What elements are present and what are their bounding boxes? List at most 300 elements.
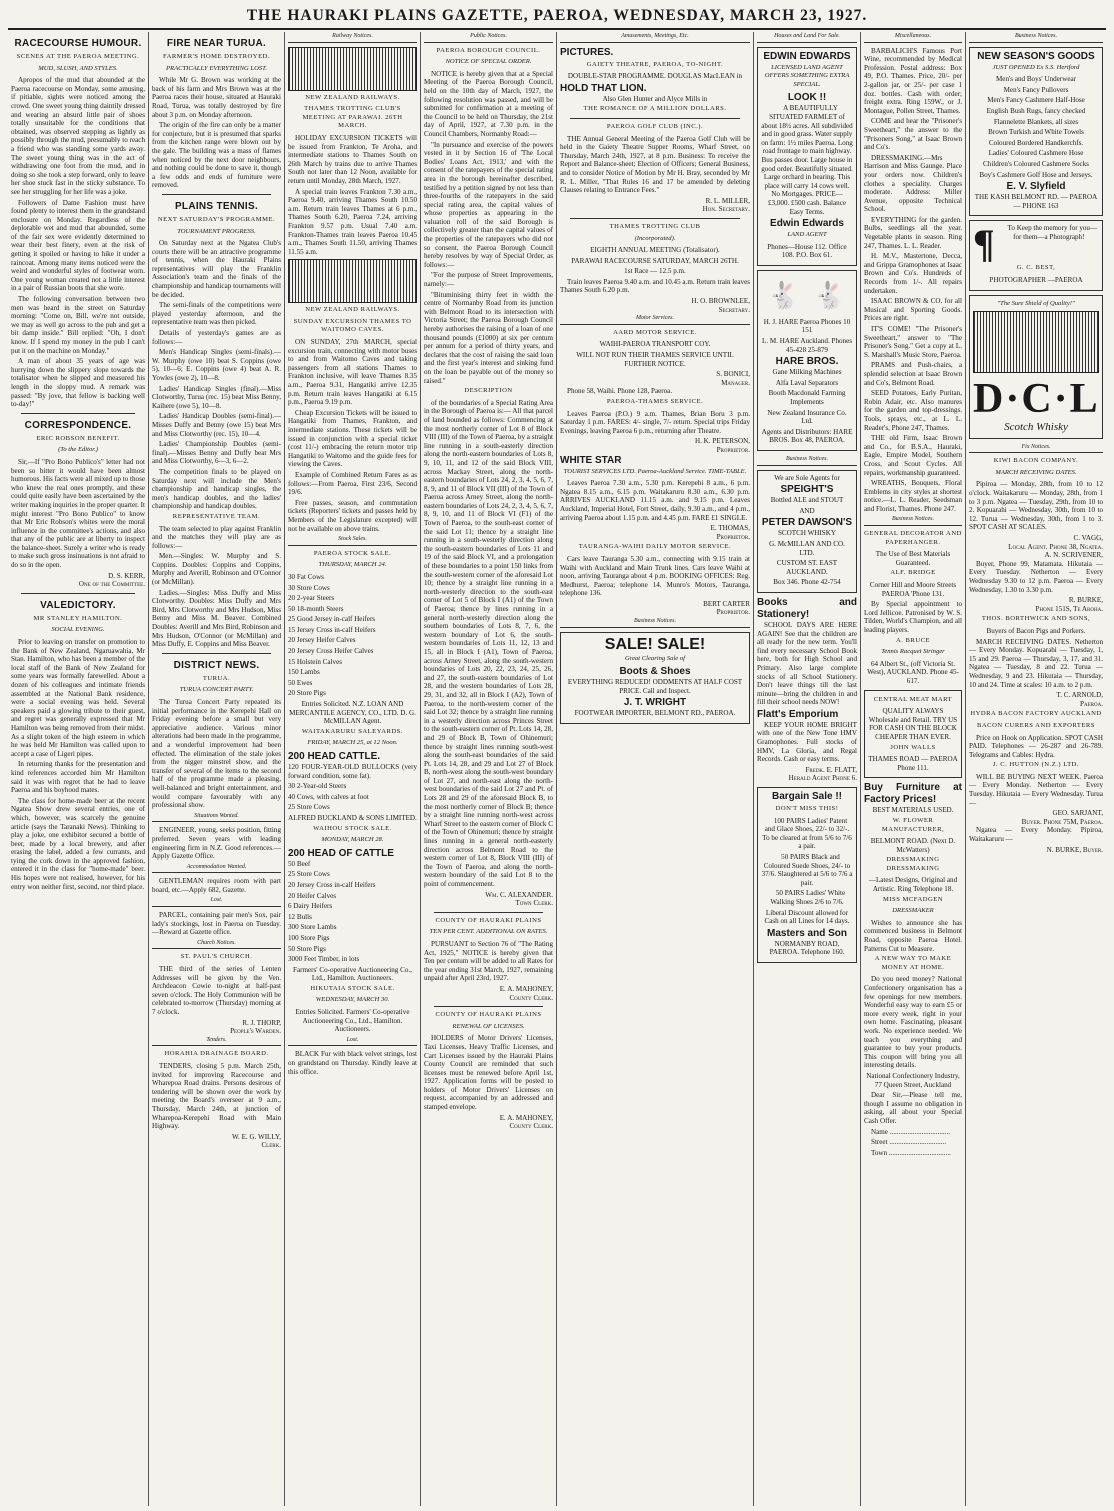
notice-title: AARD MOTOR SERVICE. <box>613 328 697 336</box>
paragraph: DOUBLE-STAR PROGRAMME. DOUGLAS MacLEAN in <box>567 72 743 81</box>
paragraph: The team selected to play against Franklin and the matches they will play are as follows:— <box>152 524 281 550</box>
paragraph: National Confectionery Industry, 77 Queen Street, Auckland <box>866 1071 960 1089</box>
advertisement-box <box>560 632 750 724</box>
paragraph: Bottled ALE and STOUT <box>770 496 844 505</box>
article-subtitle: TURUA CONCERT PARTY. <box>179 686 254 694</box>
paragraph: Ladies.—Singles: Miss Duffy and Miss Clotworthy. Doubles: Miss Duffy and Mrs Bird, Mrs Clotworthy and Mrs Hudson, Miss Benny and Miss M. Beaver. Combined Doubles: Averill and Mrs Bird, Robinson and Mrs Hudson, O'Connor (or McMillan) and Miss Duffy, E. Coppins and Miss Beaver. <box>152 588 281 649</box>
ad-title: HARE BROS. <box>775 356 839 368</box>
classified-ad: BLACK Fur with black velvet strings, lost on grandstand on Thursday. Kindly leave at this office. <box>288 1050 417 1076</box>
paragraph: 1st Race — 12.5 p.m. <box>624 267 686 276</box>
article-subtitle: NEXT SATURDAY'S PROGRAMME. <box>157 215 276 223</box>
advertisement-box <box>969 220 1103 290</box>
signature: D. S. KERR, <box>108 571 145 580</box>
paragraph: The Use of Best Materials Guaranteed. <box>875 550 951 567</box>
paragraph: "For the purpose of Street Improvements, namely:— <box>424 271 553 289</box>
section-label: Church Notices. <box>152 939 281 950</box>
paragraph: SCHOOL DAYS ARE HERE AGAIN! See that the children are all ready for the new term. You'll find every necessary School Book here, both for High School and Primary. Also large complete stocks of all School Stationery. Don't leave things till the last minute—bring the children in and fill their school needs NOW! <box>757 620 857 707</box>
signature: GEO. SARJANT, <box>1052 809 1103 818</box>
list-item: 3000 Feet Timber, in lots <box>288 955 360 964</box>
paragraph: Details of yesterday's games are as follows:— <box>152 329 281 346</box>
column-7 <box>965 32 1106 1506</box>
ad-title: SPEIGHT'S <box>780 484 834 496</box>
list-item: Children's Coloured Cashmere Socks <box>983 159 1089 168</box>
paragraph: Cheap Excursion Tickets will be issued to Hangatiki from Thames, Frankton, and intermediate stations. These tickets will be issued in conjunction with a special ticket (cost 11/-) embracing the return motor trip Hangatiki to Waitomo and the guide fees for viewing the Caves. <box>288 408 417 469</box>
notice-subtitle: MARCH RECEIVING DATES. <box>995 468 1077 476</box>
ad-title: NEW SEASON'S GOODS <box>977 50 1095 62</box>
headline: 200 HEAD CATTLE. <box>288 751 381 762</box>
paragraph: Agents and Distributors: HARE BROS. Box 48, PAEROA. <box>761 427 853 445</box>
paragraph: FOOTWEAR IMPORTER, BELMONT RD., PAEROA. <box>574 709 736 718</box>
ad-title: Books and Stationery! <box>757 596 857 620</box>
paragraph: SCOTCH WHISKY <box>777 529 836 538</box>
notice-title: TAURANGA-WAIHI DAILY MOTOR SERVICE. <box>578 543 732 551</box>
paragraph: Wishes to announce she has commenced business in Belmont Road, opposite Paeroa Hotel. Patterns Cut to Measure. <box>864 918 962 953</box>
article-title: CORRESPONDENCE. <box>24 419 132 431</box>
article-subtitle: SCENES AT THE PAEROA MEETING. <box>16 53 140 60</box>
ad-title: SALE! SALE! <box>604 635 706 653</box>
signature: People's Warden. <box>230 1027 281 1036</box>
signature: E. A. MAHONEY, <box>499 1113 553 1122</box>
paragraph: 50 PAIRS Black and Coloured Suede Shoes, 24/- to 37/6. Slaughtered at 5/6 to 7/6 a pair. <box>761 853 853 887</box>
notice-title: WAIHOU STOCK SALE. <box>313 824 392 832</box>
advertisement-box <box>757 470 857 593</box>
signature: E. A. MAHONEY, <box>499 984 553 993</box>
classified-ad: ISAAC BROWN & CO. for all Musical and Sporting Goods. Prices are right. <box>864 297 962 323</box>
ad-subtitle: GAIETY THEATRE, PAEROA, TO-NIGHT. <box>586 60 724 68</box>
ad-subtitle: TOURIST SERVICES LTD. Paeroa-Auckland Service. TIME-TABLE. <box>563 467 747 475</box>
paragraph: Cars leave Tauranga 5.30 a.m., connecting with 9.15 train at Waihi with Auckland and Main Trunk lines. Cars leave Waihi at noon, arriving Tauranga about 4 p.m. BOOKING OFFICES: Reg. Medhurst, Paeroa; telephone 14. Munro's Motors, Tauranga, telephone 136. <box>560 554 750 598</box>
divider <box>21 413 135 414</box>
section-label: Business Notices. <box>969 32 1103 43</box>
signature: Herald Agent Phone 6. <box>788 774 857 783</box>
section-label: Public Notices. <box>424 32 553 43</box>
signature: Proprietor. <box>716 608 750 617</box>
classified-ad: ENGINEER, young, seeks position, fitting preferred. Seven years with leading engineering firm in N.Z. Good references.—Apply Gazette Office. <box>152 826 281 861</box>
column-3 <box>284 32 420 1506</box>
section-label: Fix Notices. <box>969 443 1103 454</box>
paragraph: Corner Hill and Moore Streets PAEROA 'Phone 131. <box>869 581 957 598</box>
notice-subtitle: BACON CURERS AND EXPORTERS <box>977 721 1095 729</box>
paragraph: Farmers' Co-operative Auctioneering Co., Ltd., Hamilton. Auctioneers. <box>293 965 412 983</box>
section-label: Railway Notices. <box>288 32 417 43</box>
paragraph: Men's Handicap Singles (semi-finals).—W. Murphy (owe 10) beat S. Coppins (owe 5), 10—6; E. Coppins (owe 4) beat A. R. Yowles (owe 2), 10—8. <box>152 348 281 382</box>
paragraph: THE third of the series of Lenten Addresses will be given by the Ven. Archdeacon Cowie to-night at half-past seven o'clock. The Holy Communion will be celebrated to-morrow (Thursday) morning at 7 o'clock. <box>152 965 281 1016</box>
train-illustration <box>288 259 417 303</box>
classified-ad: IT'S COME! "The Prisoner's Sweetheart," answer to "The Prisoner's Song." Get a copy at L. S. Marshall's Music Store, Paeroa. <box>864 325 962 359</box>
signature: R. BURKE, <box>1068 596 1103 605</box>
column-2 <box>148 32 284 1506</box>
ad-title: DRESSMAKING DRESSMAKING <box>886 856 940 872</box>
coupon-street-field[interactable]: Street ................................ <box>871 1138 947 1147</box>
rabbit-icon: 🐇 <box>813 280 847 310</box>
list-item: 15 Holstein Calves <box>288 657 342 666</box>
signature: Phone 151S, Te Aroha. <box>1035 604 1103 613</box>
paragraph: Ngatea — Every Monday. Pipiroa, Waitakaruru — <box>969 826 1103 844</box>
section-label: Lost. <box>288 1036 417 1047</box>
article-subtitle: SOCIAL EVENING. <box>51 626 105 634</box>
list-item: 50 Ewes <box>288 678 313 687</box>
advertisement-box <box>864 690 962 779</box>
signature: Wm. C. ALEXANDER. <box>485 890 553 899</box>
signature: N. BURKE, Buyer. <box>1046 845 1103 854</box>
signature: C. VAGG, <box>1073 534 1103 543</box>
paragraph: WILL NOT RUN THEIR THAMES SERVICE UNTIL FURTHER NOTICE. <box>576 351 734 368</box>
ad-title: PETER DAWSON'S <box>761 517 853 529</box>
paragraph: "Bituminising thirty feet in width the centre of Normanby Road from its junction with Belmont Road to its intersection with Victoria Street; the Paeroa Borough Council hereby authorises the raising of a loan of one thousand pounds (£1000) at six per centum per annum for a period of thirty years, and declares that the cost of raising the said loan and the first year's interest and sinking fund on the loan be payable out of the money so raised." <box>424 290 553 385</box>
divider <box>21 593 135 594</box>
list-item: 25 Good Jersey in-calf Heifers <box>288 615 376 624</box>
list-item: 40 Cows, with calves at foot <box>288 792 369 801</box>
article-subtitle: ERIC ROBSON BENEFIT. <box>36 434 120 442</box>
paragraph: of the boundaries of a Special Rating Area in the Borough of Paeroa is:— All that parcel of land bounded as follows: Commencing at the most northerly corner of Lot 8 of Block VIII (III) of the Town of Paeroa, by a straight line running in a south-easterly direction along the north-eastern boundaries of Lots 8, 9, 10, 11, and 12 of the said Block VIII, across Mackay Street, along the north-eastern boundaries of Lots 24, 2, 3, 4, 5, 6, 7, 8, 9, and 11 of Block VII (III) of the Town of Paeroa across Arney Street, along the north-eastern boundaries of Lots 24, 2, 3, 4, 5, 6, 7, 8, 9, 10, and 11 of Block VI (F1) of the Town of Paeroa, to the south-east corner of the said Lot 11; thence by a straight line running in a south-westerly direction along the south-eastern boundaries of Lots 11 and 19 of the said Block VI, and a prolongation of these boundaries to a point 150 links from the south-western corner of the aforesaid Lot 10; thence by a straight line running in a north-westerly direction to the south-east corner of Lot 5 of Block I (A1) of the Town of Paeroa; thence by lines running in a general north-westerly direction along the southern boundaries of Lots 8, 7, 6, the western boundary of Lot 6, the south-western boundaries of Lots 11, 12, 13 and 15, all in Block I (A1), Town of Paeroa, across Arney Street, along the south-western boundaries of Lots 20, 22, 23, 24, 25, 26, and 27, the south-eastern boundaries of Lot 28, and the western boundaries of Lots 28, 29, 31, and 32, all in Block I (A2), Town of Paeroa, to the north-western corner of the said Lot 32; thence by a straight line running in a westerly direction across Princes Street to the south-eastern corner of Pt. Lots 14, 28, and 29 of Block B, Town of Ohinemuri; thence by straight lines running south-west along the south-east boundaries of the said Pt. Lots 14, 28, and 29 and Lot 27 of Block B, north-west along the south-west boundary of Lot 27, and north-east along the north-west boundaries of the said Lot 27 and Pt. of Lots 28 and 29 of the aforesaid Block B, to the most northerly corner of Block B; thence by a straight line running north-west across Wharf Street to the eastern corner of Block C of the Town of Ohinemuri; thence by straight lines running in a general north-easterly direction across Belmont Road to the western corner of Lot 8, Block VIII (III) of the Town of Paeroa, and along the north-western boundary of the said Lot 8 to the point of commencement. <box>424 398 553 888</box>
paragraph: "In pursuance and exercise of the powers vested in it by Section 16 of 'The Local Bodies' Loans Act, 1913,' and with the consent of the ratepayers of the special rating area in the borough hereinafter described, testified by a petition signed by not less than three-fourths of the ratepayers in the said special rating area, the capital values of whose properties as appearing in the valuation roll of the said Borough is collectively greater than the capital values of the properties of the ratepayers who did not so consent, the Paeroa Borough Council hereby resolves by way of Special Order, as follows:— <box>424 140 553 269</box>
list-item: 120 FOUR-YEAR-OLD BULLOCKS (very forward condition, some fat). <box>288 763 417 780</box>
list-item: 50 Beef <box>288 859 311 868</box>
notice-title: ST. PAUL'S CHURCH. <box>180 953 253 961</box>
advertisement-box <box>969 47 1103 217</box>
list-item: 150 Lambs <box>288 668 320 677</box>
paragraph: Box 346. Phone 42-754 <box>773 578 841 587</box>
paragraph: PARAWAI RACECOURSE SATURDAY, MARCH 26TH. <box>571 256 739 265</box>
paragraph: A special train leaves Frankton 7.30 a.m., Paeroa 9.40, arriving Thames South 10.50 a.m. Return train leaves Thames at 6 p.m., Thames South 6.20, Paeroa 7.24, arriving Frankton 9.57 p.m. Usual 7.40 a.m. Frankton-Thames train leaves Paeroa 10.45 a.m., Thames South 11.50, arriving Thames 11.55 a.m. <box>288 187 417 256</box>
advertiser-name: E. V. Slyfield <box>1006 181 1066 193</box>
paragraph: 50 PAIRS Ladies' White Walking Shoes 2/6 to 7/6. <box>770 889 846 906</box>
paragraph: Also Glen Hunter and Alyce Mills in <box>602 94 708 103</box>
article-subtitle: REPRESENTATIVE TEAM. <box>172 512 261 520</box>
signature: W. E. G. WILLY, <box>231 1132 281 1141</box>
paragraph: Price on Hook on Application. SPOT CASH PAID. Telephones — 26-287 and 26-789. Telegrams and Cables: Hydra. <box>969 733 1103 759</box>
paragraph: Leaves Paeroa 7.30 a.m., 5.30 p.m. Kerepehi 8 a.m., 6 p.m. Ngatea 8.15 a.m., 6.15 p.m. Waitakaruru 8.30 a.m., 6.30 p.m. ARRIVES AUCKLAND 11.15 a.m. and 9.15 p.m. Leaves Auckland, Imperial Hotel, Fort Street, daily, 9.30 a.m., and 4 p.m., arriving Paeroa about 1.15 p.m. and 4.45 p.m. FARE £1 SINGLE. <box>560 479 750 522</box>
paragraph: Booth Macdonald Farming Implements <box>768 389 846 407</box>
classified-ad: BARBALICH'S Famous Port Wine, recommended by Medical Profession. Postal address: Box 49, P.O. Thames. Price, 20/- per 2-gallon jar, or 25/- per case 1 doz. bottles. Cash with order; freight extra. Ring 159W., or J. Montague, Pollen Street, Thames. <box>864 46 962 115</box>
list-item: 20 2-year Steers <box>288 594 335 603</box>
list-item: 20 Jersey Cross Heifer Calves <box>288 647 374 656</box>
paragraph: G. McMILLAN AND CO. LTD. <box>769 539 845 557</box>
paragraph: Ladies' Handicap Singles (final).—Miss Clotworthy, Turua (rec. 15) beat Miss Benny, Kaihere (owe 5), 10—8. <box>152 384 281 410</box>
paragraph: Free passes, season, and commutation tickets (Reporters' tickets and passes held by Members of the Legislature excepted) will not be available on above trains. <box>288 498 417 533</box>
notice-title: THOS. BORTHWICK AND SONS, <box>981 615 1091 623</box>
signature: Paeroa. <box>1080 699 1103 708</box>
classified-ad: PRAMS and Push-chairs, a splendid selection at Isaac Brown and Co's, Belmont Road. <box>864 361 962 387</box>
stock-list <box>288 573 417 698</box>
advertisement-box <box>757 787 857 963</box>
signature: County Clerk. <box>509 1122 553 1131</box>
notice-title: HORAHIA DRAINAGE BOARD. <box>164 1050 269 1058</box>
signature: Secretary. <box>718 305 750 314</box>
notice-title: NEW ZEALAND RAILWAYS. <box>305 306 400 314</box>
paragraph: Phones—House 112. Office 108. P.O. Box 61. <box>767 242 847 260</box>
section-label: Stock Sales. <box>288 535 417 546</box>
paragraph: In returning thanks for the presentation and kind references accorded him Mr Hamilton said it was with regret that he had to leave Paeroa and his boyhood mates. <box>11 760 145 795</box>
advertiser-name: G. C. BEST, <box>1016 264 1056 272</box>
list-item: 20 Jersey Heifer Calves <box>288 636 356 645</box>
list-item: Coloured Bordered Handkerchfs. <box>988 138 1084 147</box>
ad-subtitle: "The Sure Shield of Quality!" <box>997 299 1075 307</box>
ad-subtitle: Great Clearing Sale of <box>624 654 685 662</box>
paragraph: A BEAUTIFULLY SITUATED FARMLET of about 18½ acres. All subdivided and in good grass. Water supply on farm: 1½ miles Paeroa. Long road frontage to main highway. Bus passes door. Large house in good order. Beautifully situated. Large orchard in bearing. This place will carry 14 cows well. No Mortgages. PRICE—£3,000. £500 cash. Balance Easy Terms. <box>761 104 853 216</box>
coupon-town-field[interactable]: Town ................................... <box>871 1148 951 1157</box>
paragraph: A man of about 35 years of age was hurrying down the slippery slope towards the totalisator when he slipped and measured his length in the sloppy mud. A remark was passed: "By jove, that fellow is backing well to-day!" <box>11 357 145 409</box>
advertiser-name: J. T. WRIGHT <box>623 697 687 709</box>
paragraph-mark-icon: ¶ <box>973 221 995 267</box>
paragraph: Train leaves Paeroa 9.40 a.m. and 10.45 a.m. Return train leaves Thames South 6.20 p.m. <box>560 277 750 295</box>
notice-subtitle: RENEWAL OF LICENSES. <box>452 1022 525 1030</box>
article-subtitle: TOURNAMENT PROGRESS. <box>177 227 256 235</box>
paragraph: We are Sole Agents for <box>774 473 840 482</box>
list-item: 20 Store Pigs <box>288 689 326 698</box>
divider <box>570 218 740 219</box>
ad-subtitle: Tennis Racquet Stringer <box>881 648 945 656</box>
article-subtitle: MR STANLEY HAMILTON. <box>33 614 123 622</box>
list-item: 25 Store Cows <box>288 870 330 879</box>
notice-date: THURSDAY, MARCH 24. <box>318 561 387 569</box>
advertiser-name: ALF. BRIDGE <box>890 569 936 577</box>
notice-title: WAITAKARURU SALEYARDS. <box>302 727 403 735</box>
paragraph: KEEP YOUR HOME BRIGHT with one of the New Tone HMV Gramophones. Full stocks of HMV, La Gloria, and Regal Records. Cash or easy terms. <box>757 720 857 764</box>
paragraph: While Mr G. Brown was working at the back of his farm and Mrs Brown was at the Paeroa races their house, situated at Hauraki Road, Turua, was totally destroyed by fire about 3 p.m. on Monday afternoon. <box>152 76 281 119</box>
advertiser-name: JOHN WALLS <box>890 743 936 751</box>
paragraph: THAMES ROAD — PAEROA Phone 111. <box>868 755 958 772</box>
paragraph: QUALITY ALWAYS Wholesale and Retail. TRY US FOR CASH ON THE BLOCK CHEAPER THAN EVER. <box>868 707 958 741</box>
paragraph: Do you need money? National Confectionery organisation has a few openings for new members. Wonderful easy way to earn £5 or more every week, right in your own home. Fascinating, pleasant work. No experience needed. We teach you everything and guarantee to buy your products. This coupon will bring you all interesting details. <box>864 975 962 1070</box>
list-item: Brown Turkish and White Towels <box>988 128 1084 137</box>
section-label: Business Notices. <box>864 515 962 526</box>
advertisement-box <box>757 270 857 451</box>
ad-title: WHITE STAR <box>560 454 622 466</box>
paragraph: Sir,—If "Pro Bono Publico's" letter had not been so bitter it would have been almost humorous. His facts were all mixed up to those who knew the real ones promptly, and these could quite easily have been ascertained by the writer making inquiries in the proper quarter. It might interest "Pro Bono Publico" to know that Mr Eric Robson's whites were the moral influence in the committee's actions, and also that any of the public are at liberty to inspect the balance-sheet. Surely a writer who is ready to make such gross insinuations is not afraid to do so in the open. <box>11 457 145 570</box>
divider <box>434 912 543 913</box>
paragraph: AND <box>799 506 815 515</box>
notice-title: COUNTY OF HAURAKI PLAINS <box>435 916 542 924</box>
paragraph: The following conversation between two men was heard in the street on Saturday morning: "Come on, Bill, we're not outside, we may as well go across to the pub and get a bit damp inside." Bill replied: "Oh, I don't know. If I spend my money in the pub I can't put it on the machine on Monday." <box>11 295 145 355</box>
list-item: 12 Bulls <box>288 912 312 921</box>
paragraph: —Latest Designs, Original and Artistic. Ring Telephone 18. <box>868 876 958 894</box>
paragraph: The semi-finals of the competitions were played yesterday afternoon, and the representative team was then picked. <box>152 301 281 327</box>
paragraph: Phone 58, Waihi. Phone 128, Paeroa. <box>567 387 673 396</box>
signature: County Clerk. <box>509 993 553 1002</box>
notice-title: PAEROA-THAMES SERVICE. <box>606 398 704 405</box>
signature: S. BONICI, <box>716 370 750 379</box>
paragraph: Leaves Paeroa (P.O.) 9 a.m. Thames, Brian Boru 3 p.m. Saturday 1 p.m. FARES: 4/- single, 7/- return. Special trips Friday Evenings, leaving Paeroa 6 p.m., returning after Theatre. <box>560 409 750 435</box>
ad-title: GENERAL DECORATOR AND PAPERHANGER. <box>864 530 962 546</box>
section-label: Tenders. <box>152 1036 281 1047</box>
signature: H. O. BROWNLEE, <box>691 297 750 306</box>
notice-subtitle: (Incorporated). <box>634 234 676 242</box>
section-label: Lost. <box>152 896 281 907</box>
column-6 <box>753 32 860 1506</box>
paragraph: Entries Solicited. Farmers' Co-operative Auctioneering Co., Ltd., Hamilton. Auctioneers. <box>295 1008 410 1034</box>
notice-title: J. C. HUTTON (N.Z.) LTD. <box>992 761 1080 769</box>
signature: Buyer. Phone 75M, Paeroa. <box>1021 817 1103 826</box>
paragraph: L. M. HARE Auckland. Phones 45-428 25-879 <box>761 337 853 354</box>
classified-ad: EVERYTHING for the garden. Bulbs, seedlings all the year. Vegetable plants in season. Ring 247, Thames. L. L. Reader. <box>864 215 962 250</box>
ad-subtitle: LAND AGENT <box>787 231 827 239</box>
paragraph: HOLIDAY EXCURSION TICKETS will be issued from Frankton, Te Aroha, and intermediate stations to Thames South on 26th March by trains due to arrive Thames South not later than 12 Noon, available for return until Monday, 28th March, 1927. <box>288 133 417 185</box>
ad-title: A NEW WAY TO MAKE MONEY AT HOME. <box>874 955 952 971</box>
paragraph: The Turua Concert Party repeated its initial performance in the Kerepehi Hall on Friday evening before a small but very appreciative audience. Various minor alterations had been made in the programme, and a wonderful improvement had been effected. The elimination of the stale jokes from the nigger minstrel show, and the transfer of several of the items to the second half of the programme made a pleasing, well-balanced and bright entertainment, and would compare favourably with any professional show. <box>152 698 281 810</box>
classified-ad: WREATHS, Bouquets, Floral Emblems in city styles at shortest notice.—L. L. Reader, Seedsman and Florist, Thames. Phone 247. <box>864 479 962 513</box>
list-item: 15 Jersey Cross in-calf Heifers <box>288 625 376 634</box>
section-label: Business Notices. <box>757 455 857 466</box>
list-item: 30 2-Year-old Steers <box>288 782 347 791</box>
list-item: 300 Store Lambs <box>288 923 337 932</box>
paragraph: Pipiroa — Monday, 28th, from 10 to 12 o'clock. Waitakaruru — Monday, 28th, from 1 to 3 p.m. Ngatea — Tuesday, 29th, from 10 to 2. Kopuarahi — Wednesday, 30th, from 10 to 12. Turua — Wednesday, 30th, from 1 to 3. SPOT CASH AT SCALES. <box>969 480 1103 532</box>
signature: Clerk. <box>261 1141 281 1150</box>
paragraph: THE KASH BELMONT RD. — PAEROA — PHONE 163 <box>974 193 1098 210</box>
paragraph: EVERYTHING REDUCED! ODDMENTS AT HALF COST PRICE. Call and Inspect. <box>567 678 743 695</box>
column-6b <box>860 32 965 1506</box>
paragraph: H. J. HARE Paeroa Phones 10 151 <box>763 317 851 335</box>
paragraph: To Keep the memory for you—for them—a Photograph! <box>1007 224 1098 241</box>
article-subtitle: FARMER'S HOME DESTROYED. <box>162 53 271 60</box>
signature: R. J. THORP, <box>242 1018 281 1027</box>
classified-ad: THE old Firm, Isaac Brown and Co., for B.S.A., Hauraki, Eagle, Empire Model, Southern Cross, and Scout Cycles. All repairs, workmanship guaranteed. <box>864 434 962 477</box>
paragraph: CUSTOM ST. EAST AUCKLAND. <box>776 559 838 576</box>
section-label: Situations Wanted. <box>152 812 281 823</box>
notice-date: MONDAY, MARCH 28. <box>321 836 384 844</box>
stock-list <box>288 763 417 812</box>
paragraph: The competition finals to be played on Saturday next will include the Men's championship and handicap singles, the men's handicap doubles, and the ladies' championship and handicap doubles. <box>152 467 281 511</box>
paragraph: Liberal Discount allowed for Cash on all Lines for 14 days. <box>764 908 850 926</box>
film-title: THE ROMANCE OF A MILLION DOLLARS. <box>583 105 727 113</box>
list-item: English Bush Rugs, fancy checked <box>986 106 1086 115</box>
notice-title: HYDRA BACON FACTORY AUCKLAND <box>970 710 1102 718</box>
divider <box>434 1006 543 1007</box>
list-item: 100 Store Pigs <box>288 933 330 942</box>
notice-title: PAEROA BOROUGH COUNCIL. <box>436 46 541 54</box>
ad-subtitle: Scotch Whisky <box>1004 421 1068 434</box>
paragraph: EIGHTH ANNUAL MEETING (Totalisator). <box>590 246 720 255</box>
paragraph: PURSUANT to Section 76 of "The Rating Act, 1925," NOTICE is hereby given that Ten per centum will be added to all Rates for the year ending 31st March, 1927, remaining unpaid after April 23rd, 1927. <box>424 939 553 983</box>
signature: Local Agent. Phone 38, Ngatea. <box>1008 542 1103 551</box>
paragraph: Entries Solicited. N.Z. LOAN AND MERCANTILE AGENCY, CO., LTD. D. G. McMILLAN Agent. <box>289 700 416 726</box>
advertiser-name: W. FLOWER MANUFACTURER, <box>881 816 945 833</box>
section-label: Houses and Land For Sale. <box>757 32 857 43</box>
hare-illustration <box>761 274 853 318</box>
classified-ad: COME and hear the "Prisoner's Sweetheart," the answer to the "Prisoners Song," at Isaac Brown and Co's. <box>864 117 962 152</box>
notice-subtitle: SUNDAY EXCURSION THAMES TO WAITOMO CAVES. <box>293 317 412 334</box>
paragraph: ALFRED BUCKLAND & SONS LIMITED. <box>288 813 417 822</box>
ad-title: Bargain Sale !! <box>771 791 843 803</box>
paragraph: The origin of the fire can only be a matter for conjecture, but it is presumed that sparks from the kitchen range were blown out by the gale. The building was a mass of flames when noticed by the next door neighbours, and nothing could be done to save it, though a few odds and ends of furniture were removed. <box>152 121 281 190</box>
article-subtitle: MUD, SLUSH, AND STYLES. <box>38 64 118 72</box>
paragraph: NORMANBY ROAD, PAEROA. Telephone 160. <box>769 939 845 957</box>
signature: One of the Committee. <box>78 580 145 589</box>
ad-title: D·C·L <box>973 376 1100 423</box>
paragraph: TENDERS, closing 5 p.m. March 25th, invited for improving Racecourse and Wharepoa Road drains. Persons desirous of tendering will be shown over the work by meeting the Board's overseer at 9 a.m., Thursday, March 24th, at junction of Wharepoa-Kerepehi Road with Main Highway. <box>152 1061 281 1131</box>
paragraph: PHOTOGRAPHER —PAEROA <box>989 275 1083 284</box>
masthead: THE HAURAKI PLAINS GAZETTE, PAEROA, WEDNESDAY, MARCH 23, 1927. <box>8 6 1106 30</box>
ad-subtitle: DON'T MISS THIS! <box>775 805 839 813</box>
notice-date: FRIDAY, MARCH 25, at 12 Noon. <box>307 739 398 747</box>
section-label: Amusements, Meetings, Etc. <box>560 32 750 43</box>
ad-title: Flatt's Emporium <box>757 708 839 720</box>
section-label: Business Notices. <box>560 617 750 628</box>
list-item: 30 Fat Cows <box>288 572 324 581</box>
ad-subtitle: LICENSED LAND AGENT OFFERS SOMETHING EXTRA SPECIAL. <box>764 63 850 88</box>
article-title: FIRE NEAR TURUA. <box>166 38 267 49</box>
signature: Fredk. E. FLATT, <box>805 765 857 774</box>
list-item: Men's Fancy Pullovers <box>1003 85 1069 94</box>
paragraph: BEST MATERIALS USED. <box>872 806 954 815</box>
article-subtitle: TURUA. <box>202 674 231 682</box>
ad-title: PICTURES. <box>560 46 614 58</box>
signature: Proprietor. <box>716 532 750 541</box>
signature: Hon. Secretary. <box>702 205 750 214</box>
paragraph: Dear Sir,—Please tell me, though I assume no obligation in asking, all about your Special Cash Offer. <box>864 1091 962 1125</box>
paragraph: The class for home-made beer at the recent Ngatea Show drew several entries, one of which, however, was scarcely the genuine article (says the Taranaki News). Thinking to play a joke, one exhibitor secured a bottle of beer, made by a local brewery, and after erasing the label, added a few currants, and tying the cork down in the approved fashion, entered it in the class for "home-made" beer. His hopes were not realised, however, for his entry won neither first, second, nor third place. <box>11 796 145 891</box>
notice-title: THAMES TROTTING CLUB <box>609 222 701 230</box>
notice-subtitle: NOTICE OF SPECIAL ORDER. <box>445 58 532 66</box>
list-item: Men's and Boys' Underwear <box>996 75 1076 84</box>
classified-ad: PARCEL, containing pair men's Sox, pair lady's stockings, lost in Paeroa on Tuesday.—Reward at Gazette office. <box>152 911 281 937</box>
classified-ad: H. M.V., Mastertone, Decca, and Grippa Gramophones at Isaac Brown and Co's. Hundreds of Records from 1/-. All repairs undertaken. <box>864 252 962 295</box>
list-item: Men's Fancy Cashmere Half-Hose <box>987 96 1085 105</box>
train-illustration <box>288 47 417 91</box>
divider <box>162 653 271 654</box>
ad-title: CENTRAL MEAT MART <box>873 695 953 703</box>
paragraph: NOTICE is hereby given that at a Special Meeting of the Paeroa Borough Council, held on the 10th day of March, 1927, the following resolution was passed, and will be submitted for confirmation at a meeting of the Council to be held on Thursday, the 21st day of April, 1927, at 7.30 p.m. in the Council Chambers, Normanby Road:— <box>424 69 553 138</box>
advertisement-box <box>757 47 857 266</box>
paragraph: THE Annual General Meeting of the Paeroa Golf Club will be held in the Gaiety Theatre Supper Rooms, Wharf Street, on Thursday, March 24th, 1927, at 8 p.m. Business: To receive the Report and Balance-sheet; Election of Officers; General Business, and to consider Notice of Motion by Mr H. Bray, seconded by Mr R. L. Miller, "That Rules 16 and 17 be amended by deleting Clauses relating to Entrance Fees." <box>560 134 750 195</box>
signature: Town Clerk. <box>515 899 553 908</box>
signature: BERT CARTER <box>703 599 750 608</box>
advertisement-box <box>969 295 1103 439</box>
signature: H. K. PETERSON, <box>695 437 750 446</box>
paragraph: On Saturday next at the Ngatea Club's courts there will be an attractive programme of tennis, when the Hauraki Plains representatives will play the Franklin Association's team and the finals of the championship and handicap tournaments will be decided. <box>152 239 281 299</box>
signature: A. N. SCRIVENER, <box>1044 551 1103 560</box>
paragraph: WAIHI-PAEROA TRANSPORT COY. <box>599 340 711 349</box>
divider <box>162 194 271 195</box>
list-item: 20 Heifer Calves <box>288 891 337 900</box>
list-item: 6 Dairy Heifers <box>288 902 333 911</box>
list-item: Flannelette Blankets, all sizes <box>993 117 1079 126</box>
paragraph: 100 PAIRS Ladies' Patent and Glace Shoes, 22/- to 32/-. To be cleared at from 5/6 to 7/6 a pair. <box>762 816 852 851</box>
paragraph: Prior to leaving on transfer on promotion to the Bank of New Zealand, Ngaruawahia, Mr Stan. Hamilton, who has been a member of the local staff of the Bank of New Zealand for some years was formally farewelled. About a dozen of his colleagues and intimate friends assembled at the National Bank residence, were a social evening was held. Several speakers paid a glowing tribute to their guest, and regret was generally expressed that Mr Hamilton was being removed from their midst. As a slight token of the high esteem in which he was held Mr Hamilton was called upon to accept a case of Ligeri pipes. <box>11 638 145 758</box>
signature: Proprietor. <box>716 445 750 454</box>
list-item: Ladies' Coloured Cashmere Hose <box>988 149 1084 158</box>
article-title: DISTRICT NEWS. <box>173 659 260 671</box>
signature: T. C. ARNOLD, <box>1056 691 1103 700</box>
section-label: Miscellaneous. <box>864 32 962 43</box>
ad-title: Boots & Shoes <box>619 666 691 678</box>
list-item: 50 Store Pigs <box>288 944 326 953</box>
paragraph: Ladies' Championship Doubles (semi-final).—Misses Benny and Duffy beat Mrs and Miss Clotworthy, 6—3, 6—2. <box>152 440 281 466</box>
article-subtitle: (To the Editor.) <box>58 446 98 454</box>
paragraph: Apropos of the mud that abounded at the Paeroa racecourse on Monday, some amusing, if pitiable, sights were noticed among the crowd. One sweet young thing daintily dressed and wearing an absurd little pair of shoes totally unsuitable for the conditions that obtained, was observed stepping as lightly as possibly through the mud, presumably to reach a friend who was standing some yards away. The sweet young thing was in the act of withdrawing one foot from the mud, and in doing so she took a step forward, only to leave her shoe stuck fast in the sticky substance. To see her struggling for her life was a joke. <box>11 76 145 196</box>
paragraph: Followers of Dame Fashion must have found plenty to interest them in the grandstand enclosure on Monday. Regardless of the deplorable wet and mud that abounded, some of the fair sex were evidently determined to wear their best finery, even at the risk of getting it spoiled or having to hike it under a raincoat. Among many items noticed were the weird and wonderful styles of footwear worn. One young woman created not a little interest in a pair of Russian boots that she wore. <box>11 198 145 293</box>
article-subtitle: PRACTICALLY EVERYTHING LOST. <box>166 64 267 72</box>
paragraph: Ladies' Handicap Doubles (semi-final).—Misses Duffy and Benny (owe 15) beat Mrs and Miss Clotworthy (rec. 15), 10—4. <box>152 412 281 438</box>
ad-subtitle: DRESSMAKER <box>892 907 934 915</box>
column-1 <box>8 32 148 1506</box>
list-item: 25 Store Cows <box>288 803 330 812</box>
article-title: VALEDICTORY. <box>40 599 116 611</box>
notice-title: HIKUTAIA STOCK SALE. <box>310 984 395 992</box>
article-title: PLAINS TENNIS. <box>174 200 259 212</box>
paragraph: Example of Combined Return Fares as as follows:—From Paeroa, First 23/6, Second 19/6. <box>288 470 417 497</box>
ad-title: Buy Furniture at Factory Prices! <box>864 782 962 806</box>
advertiser-name: Masters and Son <box>766 927 848 939</box>
article-title: RACECOURSE HUMOUR. <box>14 38 142 49</box>
headline: LOOK !! <box>787 92 827 104</box>
paragraph: MARCH RECEIVING DATES. Netherton — Every Monday. Kopuarahi — Tuesday, 1, 15 and 29. Paeroa — Thursday, 3, 17, and 31. Ngatea — Tuesday, 8 and 22. Turua — Wednesday, 9 and 23. Hikutaia — Thursday, 10 and 24. Time at scales: 10 a.m. to 2 p.m. <box>969 637 1103 689</box>
stock-list <box>288 860 417 964</box>
coupon-name-field[interactable]: Name .................................. <box>871 1127 951 1136</box>
divider <box>570 118 740 119</box>
notice-date: WEDNESDAY, MARCH 30. <box>315 996 390 1004</box>
list-item: Boy's Cashmere Golf Hose and Jerseys. <box>979 170 1093 179</box>
